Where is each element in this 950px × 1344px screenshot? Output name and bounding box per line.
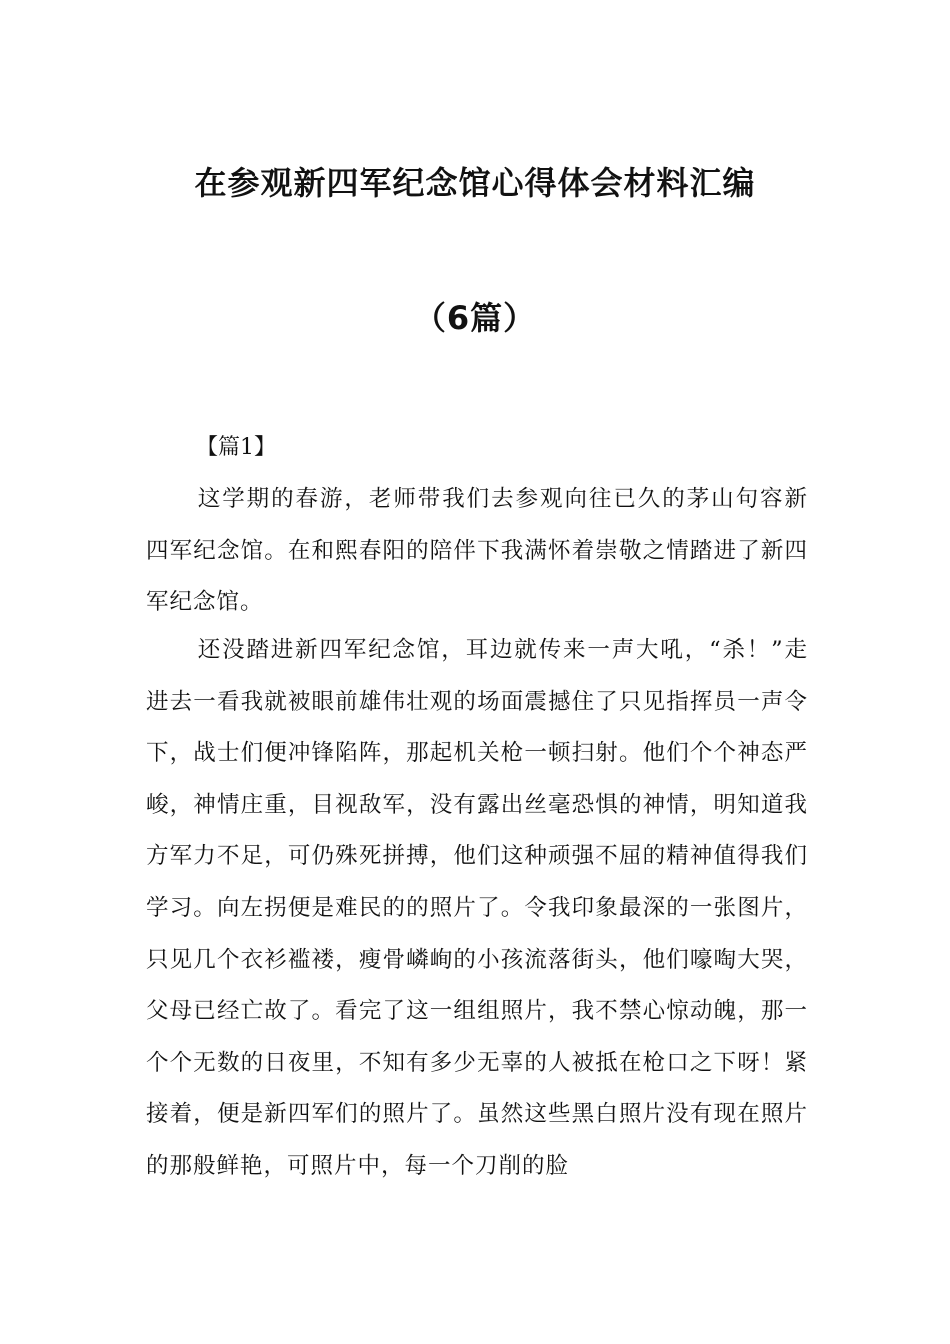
document-subtitle: （6篇） <box>413 299 537 337</box>
section-heading: 【篇1】 <box>196 435 276 460</box>
document-title: 在参观新四军纪念馆心得体会材料汇编 <box>194 164 756 202</box>
body-paragraph-1: 这学期的春游，老师带我们去参观向往已久的茅山句容新四军纪念馆。在和熙春阳的陪伴下我满怀着崇敬之情踏进了新四军纪念馆。 <box>146 486 808 616</box>
body-paragraph-2: 还没踏进新四军纪念馆，耳边就传来一声大吼，“杀！”走进去一看我就被眼前雄伟壮观的场面震撼住了只见指挥员一声令下，战士们便冲锋陷阵，那起机关枪一顿扫射。他们个个神态严峻，神情庄重，目视敌军，没有露出丝毫恐惧的神情，明知道我方军力不足，可仍殊死拼搏，他们这种顽强不屈的精神值得我们学习。向左拐便是难民的的照片了。令我印象最深的一张图片，只见几个衣衫褴褛，瘦骨嶙峋的小孩流落街头，他们嚎啕大哭，父母已经亡故了。看完了这一组组照片，我不禁心惊动魄，那一个个无数的日夜里，不知有多少无辜的人被抵在枪口之下呀！紧接着，便是新四军们的照片了。虽然这些黑白照片没有现在照片的那般鲜艳，可照片中，每一个刀削的脸 <box>146 637 808 1179</box>
